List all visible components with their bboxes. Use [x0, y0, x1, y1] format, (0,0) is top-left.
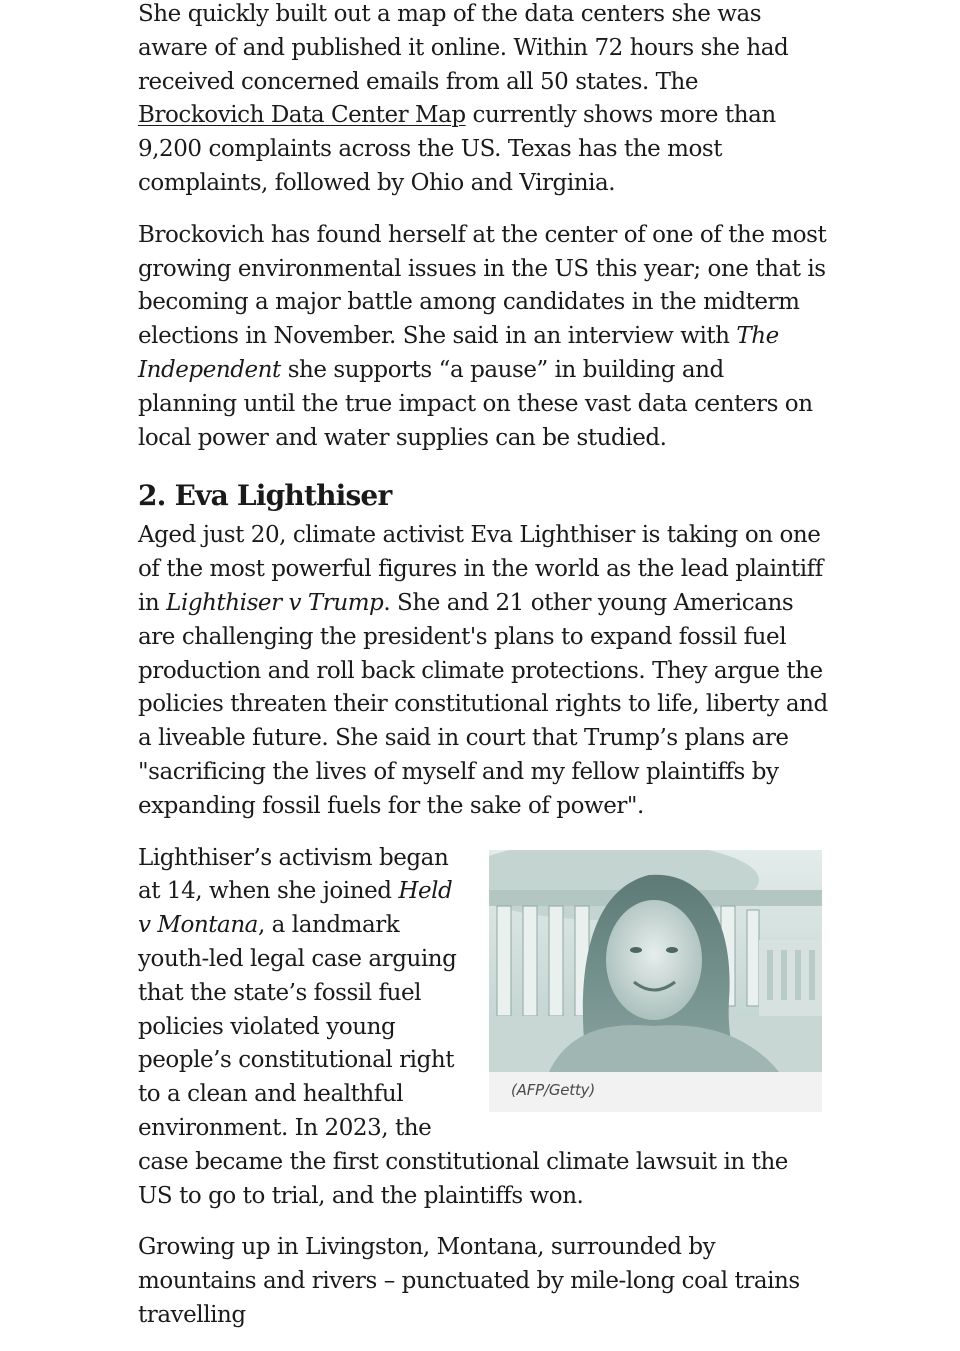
portrait-photo-icon[interactable] [489, 850, 822, 1072]
paragraph-lighthiser-intro [138, 519, 828, 823]
paragraph-text: Aged just 20, climate activist Eva Lighthiser is taking on one of the most powerful figures in the world as the lead plaintiff in [138, 522, 823, 616]
paragraph-text: . She and 21 other young Americans are challenging the president's plans to expand fossil fuel production and roll back climate protections. They argue the policies threaten their constitutional rights to life, liberty and a liveable future. She said in court that Trump’s plans are "sacrificing the lives of myself and my fellow plaintiffs by expanding fossil fuels for the sake of power". [138, 589, 828, 819]
paragraph-text: currently shows more than 9,200 complaints across the US. Texas has the most complaints, followed by Ohio and Virginia. [138, 102, 776, 196]
figure-caption: (AFP/Getty) [511, 1080, 595, 1099]
article-figure [489, 850, 822, 1112]
article-body [138, 0, 828, 1351]
paragraph-text: Brockovich has found herself at the center of one of the most growing environmental issues in the US this year; one that is becoming a major battle among candidates in the midterm elections in November. She said in an interview with [138, 221, 827, 350]
paragraph-livingston: Growing up in Livingston, Montana, surrounded by mountains and rivers – punctuated by mile-long coal trains travelling [138, 1234, 800, 1328]
brockovich-map-link[interactable]: Brockovich Data Center Map [138, 102, 466, 129]
paragraph-brockovich-issue [138, 219, 828, 456]
paragraph-data-center-map [138, 0, 828, 201]
section-heading: 2. Eva Lighthiser [138, 479, 392, 513]
case-name: Lighthiser v Trump [166, 589, 384, 616]
paragraph-text: , a landmark youth-led legal case arguing that the state’s fossil fuel policies violated young people’s constitutional right to a clean and healthful environment. In 2023, the case became the first constitutional climate lawsuit in the US to go to trial, and the plaintiffs won. [138, 912, 788, 1209]
publication-name: The Independent [138, 323, 779, 383]
case-name: Held v Montana [138, 878, 453, 939]
photo-illustration [489, 850, 822, 1072]
paragraph-text: she supports “a pause” in building and planning until the true impact on these vast data centers on local power and water supplies can be studied. [138, 356, 813, 451]
paragraph-text: Lighthiser’s activism began at 14, when she joined [138, 844, 449, 905]
paragraph-text: She quickly built out a map of the data centers she was aware of and published it online. Within 72 hours she had received concerned emails from all 50 states. The [138, 1, 789, 95]
